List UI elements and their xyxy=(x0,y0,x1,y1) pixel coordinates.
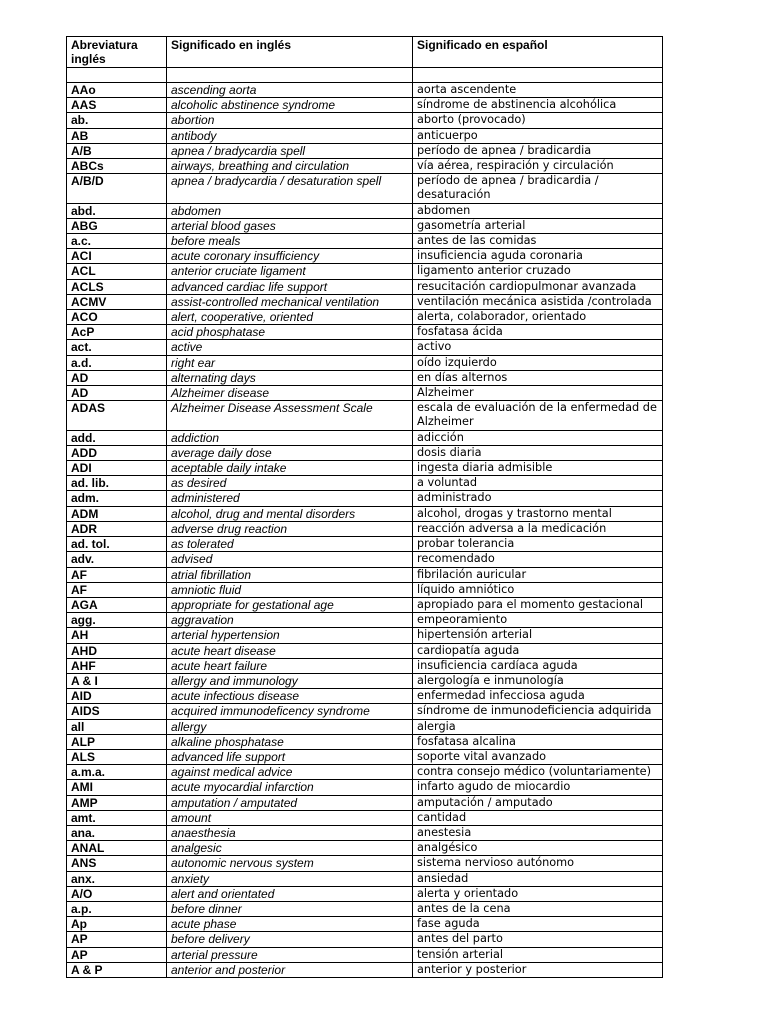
spanish-meaning-cell: recomendado xyxy=(413,552,663,567)
spanish-meaning-cell: cantidad xyxy=(413,810,663,825)
abbreviation-cell: a.p. xyxy=(67,901,167,916)
table-row xyxy=(67,947,663,962)
spanish-meaning-cell: analgésico xyxy=(413,841,663,856)
english-meaning-cell: alert, cooperative, oriented xyxy=(167,310,413,325)
table-row xyxy=(67,370,663,385)
english-meaning-cell: aggravation xyxy=(167,613,413,628)
header-english-meaning: Significado en inglés xyxy=(167,37,413,68)
english-meaning-cell: anterior cruciate ligament xyxy=(167,264,413,279)
table-row xyxy=(67,113,663,128)
table-row xyxy=(67,325,663,340)
spanish-meaning-cell: fase aguda xyxy=(413,917,663,932)
english-meaning-cell: alkaline phosphatase xyxy=(167,734,413,749)
abbreviation-cell: AIDS xyxy=(67,704,167,719)
table-row xyxy=(67,521,663,536)
spanish-meaning-cell: ligamento anterior cruzado xyxy=(413,264,663,279)
spanish-meaning-cell: soporte vital avanzado xyxy=(413,749,663,764)
table-row xyxy=(67,218,663,233)
english-meaning-cell: acute myocardial infarction xyxy=(167,780,413,795)
abbreviation-cell: AGA xyxy=(67,597,167,612)
english-meaning-cell: anxiety xyxy=(167,871,413,886)
table-row xyxy=(67,430,663,445)
abbreviation-cell: ACI xyxy=(67,249,167,264)
table-row xyxy=(67,628,663,643)
abbreviation-cell: ACMV xyxy=(67,294,167,309)
english-meaning-cell: apnea / bradycardia / desaturation spell xyxy=(167,174,413,203)
english-meaning-cell: before meals xyxy=(167,234,413,249)
english-meaning-cell: average daily dose xyxy=(167,445,413,460)
blank-cell xyxy=(413,68,663,83)
abbreviation-cell: A/B xyxy=(67,143,167,158)
spanish-meaning-cell: cardiopatía aguda xyxy=(413,643,663,658)
english-meaning-cell: addiction xyxy=(167,430,413,445)
english-meaning-cell: advanced cardiac life support xyxy=(167,279,413,294)
abbreviation-table xyxy=(66,36,663,978)
table-row xyxy=(67,719,663,734)
english-meaning-cell: as tolerated xyxy=(167,537,413,552)
english-meaning-cell: anterior and posterior xyxy=(167,962,413,977)
abbreviation-cell: adv. xyxy=(67,552,167,567)
spanish-meaning-cell: administrado xyxy=(413,491,663,506)
abbreviation-cell: AcP xyxy=(67,325,167,340)
english-meaning-cell: acute infectious disease xyxy=(167,689,413,704)
header-spanish-meaning: Significado en español xyxy=(413,37,663,68)
spanish-meaning-cell: anterior y posterior xyxy=(413,962,663,977)
spanish-meaning-cell: adicción xyxy=(413,430,663,445)
spanish-meaning-cell: antes de la cena xyxy=(413,901,663,916)
english-meaning-cell: arterial pressure xyxy=(167,947,413,962)
spanish-meaning-cell: apropiado para el momento gestacional xyxy=(413,597,663,612)
abbreviation-cell: AID xyxy=(67,689,167,704)
spanish-meaning-cell: insuficiencia aguda coronaria xyxy=(413,249,663,264)
english-meaning-cell: against medical advice xyxy=(167,765,413,780)
table-row xyxy=(67,825,663,840)
abbreviation-cell: AAo xyxy=(67,83,167,98)
spanish-meaning-cell: alcohol, drogas y trastorno mental xyxy=(413,506,663,521)
table-row xyxy=(67,476,663,491)
spanish-meaning-cell: fosfatasa alcalina xyxy=(413,734,663,749)
spanish-meaning-cell: antes del parto xyxy=(413,932,663,947)
table-row xyxy=(67,143,663,158)
table-row xyxy=(67,780,663,795)
spanish-meaning-cell: activo xyxy=(413,340,663,355)
table-row xyxy=(67,962,663,977)
spanish-meaning-cell: amputación / amputado xyxy=(413,795,663,810)
english-meaning-cell: Alzheimer disease xyxy=(167,386,413,401)
english-meaning-cell: assist-controlled mechanical ventilation xyxy=(167,294,413,309)
blank-cell xyxy=(167,68,413,83)
abbreviation-cell: ana. xyxy=(67,825,167,840)
english-meaning-cell: before dinner xyxy=(167,901,413,916)
abbreviation-cell: ANAL xyxy=(67,841,167,856)
english-meaning-cell: aceptable daily intake xyxy=(167,461,413,476)
table-row xyxy=(67,582,663,597)
english-meaning-cell: amniotic fluid xyxy=(167,582,413,597)
table-row xyxy=(67,597,663,612)
blank-cell xyxy=(67,68,167,83)
table-row xyxy=(67,491,663,506)
spanish-meaning-cell: infarto agudo de miocardio xyxy=(413,780,663,795)
table-row xyxy=(67,917,663,932)
spanish-meaning-cell: dosis diaria xyxy=(413,445,663,460)
english-meaning-cell: appropriate for gestational age xyxy=(167,597,413,612)
table-row xyxy=(67,871,663,886)
spanish-meaning-cell: síndrome de abstinencia alcohólica xyxy=(413,98,663,113)
english-meaning-cell: apnea / bradycardia spell xyxy=(167,143,413,158)
table-row xyxy=(67,704,663,719)
abbreviation-cell: AD xyxy=(67,370,167,385)
english-meaning-cell: arterial hypertension xyxy=(167,628,413,643)
abbreviation-cell: AMP xyxy=(67,795,167,810)
english-meaning-cell: alcohol, drug and mental disorders xyxy=(167,506,413,521)
spanish-meaning-cell: líquido amniótico xyxy=(413,582,663,597)
english-meaning-cell: advised xyxy=(167,552,413,567)
abbreviation-cell: AP xyxy=(67,947,167,962)
spanish-meaning-cell: ansiedad xyxy=(413,871,663,886)
abbreviation-cell: AB xyxy=(67,128,167,143)
table-row xyxy=(67,445,663,460)
table-row xyxy=(67,461,663,476)
english-meaning-cell: abortion xyxy=(167,113,413,128)
english-meaning-cell: alternating days xyxy=(167,370,413,385)
spanish-meaning-cell: ingesta diaria admisible xyxy=(413,461,663,476)
table-row xyxy=(67,159,663,174)
header-abbreviation: Abreviatura inglés xyxy=(67,37,167,68)
spanish-meaning-cell: oído izquierdo xyxy=(413,355,663,370)
english-meaning-cell: anaesthesia xyxy=(167,825,413,840)
abbreviation-cell: AF xyxy=(67,582,167,597)
table-row xyxy=(67,613,663,628)
abbreviation-cell: ADI xyxy=(67,461,167,476)
abbreviation-cell: a.m.a. xyxy=(67,765,167,780)
table-row xyxy=(67,552,663,567)
abbreviation-cell: ABG xyxy=(67,218,167,233)
spanish-meaning-cell: reacción adversa a la medicación xyxy=(413,521,663,536)
table-row xyxy=(67,932,663,947)
abbreviation-cell: ACL xyxy=(67,264,167,279)
table-row xyxy=(67,673,663,688)
abbreviation-cell: A/O xyxy=(67,886,167,901)
table-row xyxy=(67,734,663,749)
english-meaning-cell: abdomen xyxy=(167,203,413,218)
abbreviation-cell: AHD xyxy=(67,643,167,658)
spanish-meaning-cell: probar tolerancia xyxy=(413,537,663,552)
abbreviation-cell: ALP xyxy=(67,734,167,749)
table-row xyxy=(67,401,663,430)
spanish-meaning-cell: período de apnea / bradicardia / desaturación xyxy=(413,174,663,203)
table-row xyxy=(67,567,663,582)
english-meaning-cell: Alzheimer Disease Assessment Scale xyxy=(167,401,413,430)
abbreviation-cell: ADD xyxy=(67,445,167,460)
abbreviation-cell: A & P xyxy=(67,962,167,977)
spanish-meaning-cell: enfermedad infecciosa aguda xyxy=(413,689,663,704)
spanish-meaning-cell: Alzheimer xyxy=(413,386,663,401)
english-meaning-cell: allergy xyxy=(167,719,413,734)
english-meaning-cell: airways, breathing and circulation xyxy=(167,159,413,174)
spanish-meaning-cell: contra consejo médico (voluntariamente) xyxy=(413,765,663,780)
abbreviation-cell: AH xyxy=(67,628,167,643)
abbreviation-cell: adm. xyxy=(67,491,167,506)
table-row xyxy=(67,749,663,764)
abbreviation-cell: Ap xyxy=(67,917,167,932)
abbreviation-cell: ALS xyxy=(67,749,167,764)
abbreviation-cell: ANS xyxy=(67,856,167,871)
spanish-meaning-cell: aborto (provocado) xyxy=(413,113,663,128)
abbreviation-cell: add. xyxy=(67,430,167,445)
english-meaning-cell: acute heart failure xyxy=(167,658,413,673)
spanish-meaning-cell: fibrilación auricular xyxy=(413,567,663,582)
table-row xyxy=(67,856,663,871)
spanish-meaning-cell: alergia xyxy=(413,719,663,734)
abbreviation-cell: ab. xyxy=(67,113,167,128)
english-meaning-cell: before delivery xyxy=(167,932,413,947)
table-row xyxy=(67,249,663,264)
spanish-meaning-cell: anticuerpo xyxy=(413,128,663,143)
abbreviation-cell: abd. xyxy=(67,203,167,218)
table-row xyxy=(67,886,663,901)
abbreviation-cell: agg. xyxy=(67,613,167,628)
table-row xyxy=(67,264,663,279)
table-row xyxy=(67,901,663,916)
abbreviation-cell: ADAS xyxy=(67,401,167,430)
spanish-meaning-cell: alerta, colaborador, orientado xyxy=(413,310,663,325)
spanish-meaning-cell: aorta ascendente xyxy=(413,83,663,98)
table-row xyxy=(67,765,663,780)
table-row xyxy=(67,658,663,673)
english-meaning-cell: amount xyxy=(167,810,413,825)
english-meaning-cell: right ear xyxy=(167,355,413,370)
english-meaning-cell: acute coronary insufficiency xyxy=(167,249,413,264)
abbreviation-cell: ACO xyxy=(67,310,167,325)
spanish-meaning-cell: alergología e inmunología xyxy=(413,673,663,688)
english-meaning-cell: amputation / amputated xyxy=(167,795,413,810)
spanish-meaning-cell: en días alternos xyxy=(413,370,663,385)
english-meaning-cell: advanced life support xyxy=(167,749,413,764)
spanish-meaning-cell: fosfatasa ácida xyxy=(413,325,663,340)
abbreviation-cell: ADR xyxy=(67,521,167,536)
table-row xyxy=(67,340,663,355)
table-row xyxy=(67,174,663,203)
english-meaning-cell: ascending aorta xyxy=(167,83,413,98)
english-meaning-cell: atrial fibrillation xyxy=(167,567,413,582)
english-meaning-cell: acute phase xyxy=(167,917,413,932)
abbreviation-cell: anx. xyxy=(67,871,167,886)
spanish-meaning-cell: ventilación mecánica asistida /controlada xyxy=(413,294,663,309)
spanish-meaning-cell: síndrome de inmunodeficiencia adquirida xyxy=(413,704,663,719)
spanish-meaning-cell: insuficiencia cardíaca aguda xyxy=(413,658,663,673)
abbreviation-cell: ad. tol. xyxy=(67,537,167,552)
table-row xyxy=(67,294,663,309)
blank-row xyxy=(67,68,663,83)
header-row xyxy=(67,37,663,68)
english-meaning-cell: as desired xyxy=(167,476,413,491)
english-meaning-cell: arterial blood gases xyxy=(167,218,413,233)
table-row xyxy=(67,234,663,249)
spanish-meaning-cell: vía aérea, respiración y circulación xyxy=(413,159,663,174)
english-meaning-cell: acquired immunodeficency syndrome xyxy=(167,704,413,719)
spanish-meaning-cell: a voluntad xyxy=(413,476,663,491)
abbreviation-cell: AAS xyxy=(67,98,167,113)
abbreviation-cell: AMI xyxy=(67,780,167,795)
abbreviation-cell: amt. xyxy=(67,810,167,825)
table-row xyxy=(67,795,663,810)
abbreviation-cell: A & I xyxy=(67,673,167,688)
table-row xyxy=(67,841,663,856)
table-row xyxy=(67,355,663,370)
english-meaning-cell: antibody xyxy=(167,128,413,143)
spanish-meaning-cell: hipertensión arterial xyxy=(413,628,663,643)
spanish-meaning-cell: escala de evaluación de la enfermedad de Alzheimer xyxy=(413,401,663,430)
english-meaning-cell: acid phosphatase xyxy=(167,325,413,340)
english-meaning-cell: administered xyxy=(167,491,413,506)
table-row xyxy=(67,810,663,825)
table-row xyxy=(67,98,663,113)
table-row xyxy=(67,537,663,552)
table-row xyxy=(67,83,663,98)
spanish-meaning-cell: gasometría arterial xyxy=(413,218,663,233)
spanish-meaning-cell: sistema nervioso autónomo xyxy=(413,856,663,871)
abbreviation-cell: AD xyxy=(67,386,167,401)
english-meaning-cell: adverse drug reaction xyxy=(167,521,413,536)
abbreviation-cell: a.c. xyxy=(67,234,167,249)
spanish-meaning-cell: período de apnea / bradicardia xyxy=(413,143,663,158)
english-meaning-cell: acute heart disease xyxy=(167,643,413,658)
abbreviation-cell: AF xyxy=(67,567,167,582)
abbreviation-cell: ad. lib. xyxy=(67,476,167,491)
table-row xyxy=(67,689,663,704)
english-meaning-cell: allergy and immunology xyxy=(167,673,413,688)
abbreviation-cell: ACLS xyxy=(67,279,167,294)
abbreviation-cell: AP xyxy=(67,932,167,947)
table-row xyxy=(67,506,663,521)
abbreviation-cell: ABCs xyxy=(67,159,167,174)
spanish-meaning-cell: alerta y orientado xyxy=(413,886,663,901)
abbreviation-cell: A/B/D xyxy=(67,174,167,203)
table-row xyxy=(67,643,663,658)
spanish-meaning-cell: resucitación cardiopulmonar avanzada xyxy=(413,279,663,294)
spanish-meaning-cell: abdomen xyxy=(413,203,663,218)
table-row xyxy=(67,203,663,218)
abbreviation-cell: ADM xyxy=(67,506,167,521)
english-meaning-cell: alcoholic abstinence syndrome xyxy=(167,98,413,113)
table-row xyxy=(67,279,663,294)
abbreviation-cell: a.d. xyxy=(67,355,167,370)
table-row xyxy=(67,386,663,401)
spanish-meaning-cell: anestesia xyxy=(413,825,663,840)
english-meaning-cell: analgesic xyxy=(167,841,413,856)
table-row xyxy=(67,128,663,143)
abbreviation-cell: act. xyxy=(67,340,167,355)
abbreviation-cell: all xyxy=(67,719,167,734)
table-row xyxy=(67,310,663,325)
english-meaning-cell: autonomic nervous system xyxy=(167,856,413,871)
english-meaning-cell: active xyxy=(167,340,413,355)
abbreviation-cell: AHF xyxy=(67,658,167,673)
spanish-meaning-cell: antes de las comidas xyxy=(413,234,663,249)
spanish-meaning-cell: empeoramiento xyxy=(413,613,663,628)
english-meaning-cell: alert and orientated xyxy=(167,886,413,901)
spanish-meaning-cell: tensión arterial xyxy=(413,947,663,962)
